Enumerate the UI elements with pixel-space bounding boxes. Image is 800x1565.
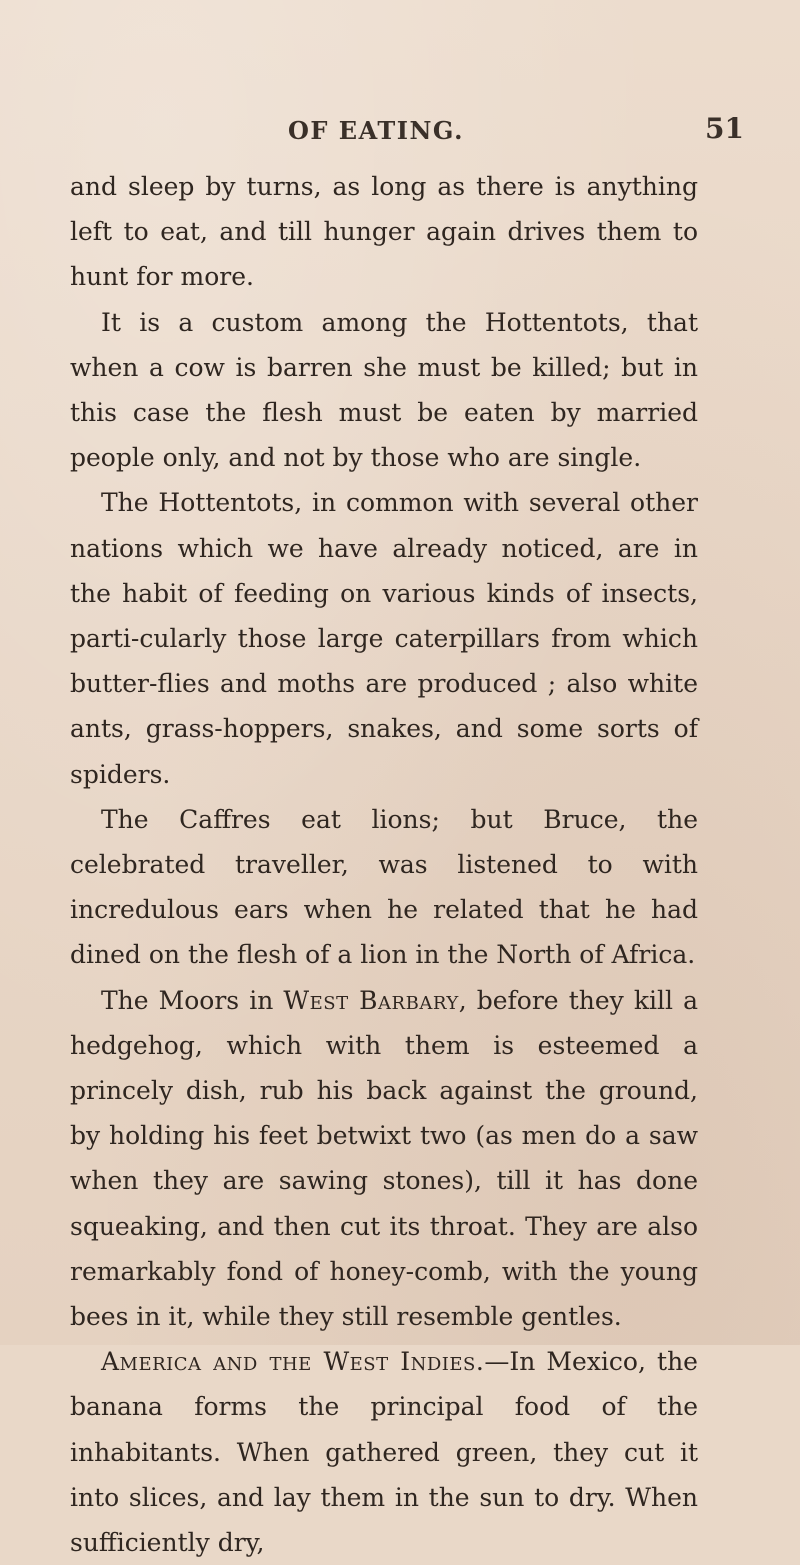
paragraph-caffres-lions: The Caffres eat lions; but Bruce, the celebrated traveller, was listened to with incredulous ears when he related that he had dined on the flesh of a lion in the North of Africa. [70, 804, 698, 970]
west-barbary-place: West Barbary [283, 985, 459, 1015]
page-header [0, 112, 800, 156]
paragraph-moors-hedgehog [70, 978, 698, 1340]
moors-lead: The Moors in [101, 985, 284, 1015]
moors-rest: , before they kill a hedgehog, which with them is esteemed a princely dish, rub his back against the ground, by holding his feet betwixt two (as men do a saw when they are sawing stones), till it has done squeaking, and then cut its throat. They are also remarkably fond of honey-comb, with the young bees in it, while they still resemble gentles. [70, 985, 698, 1332]
paragraph-hottentot-insects: The Hottentots, in common with several other nations which we have already noticed, are in the habit of feeding on various kinds of insects, parti-cularly those large caterpillars from which butter-flies and moths are produced ; also white ants, grass-hoppers, snakes, and some sorts of spiders. [70, 488, 698, 789]
paragraph-hottentot-custom: It is a custom among the Hottentots, that when a cow is barren she must be killed; but in this case the flesh must be eaten by married people only, and not by those who are single. [70, 307, 698, 473]
running-head: OF EATING. [288, 116, 464, 145]
body-text [70, 164, 698, 1565]
paragraph-continuation: and sleep by turns, as long as there is anything left to eat, and till hunger again drives them to hunt for more. [70, 172, 698, 292]
paragraph-america-west-indies [70, 1339, 698, 1565]
section-heading-america: America and the West Indies. [101, 1347, 485, 1377]
page-number: 51 [705, 112, 744, 145]
america-text: —In Mexico, the banana forms the principal food of the inhabitants. When gathered green, they cut it into slices, and lay them in the sun to dry. When sufficiently dry, [70, 1347, 698, 1558]
